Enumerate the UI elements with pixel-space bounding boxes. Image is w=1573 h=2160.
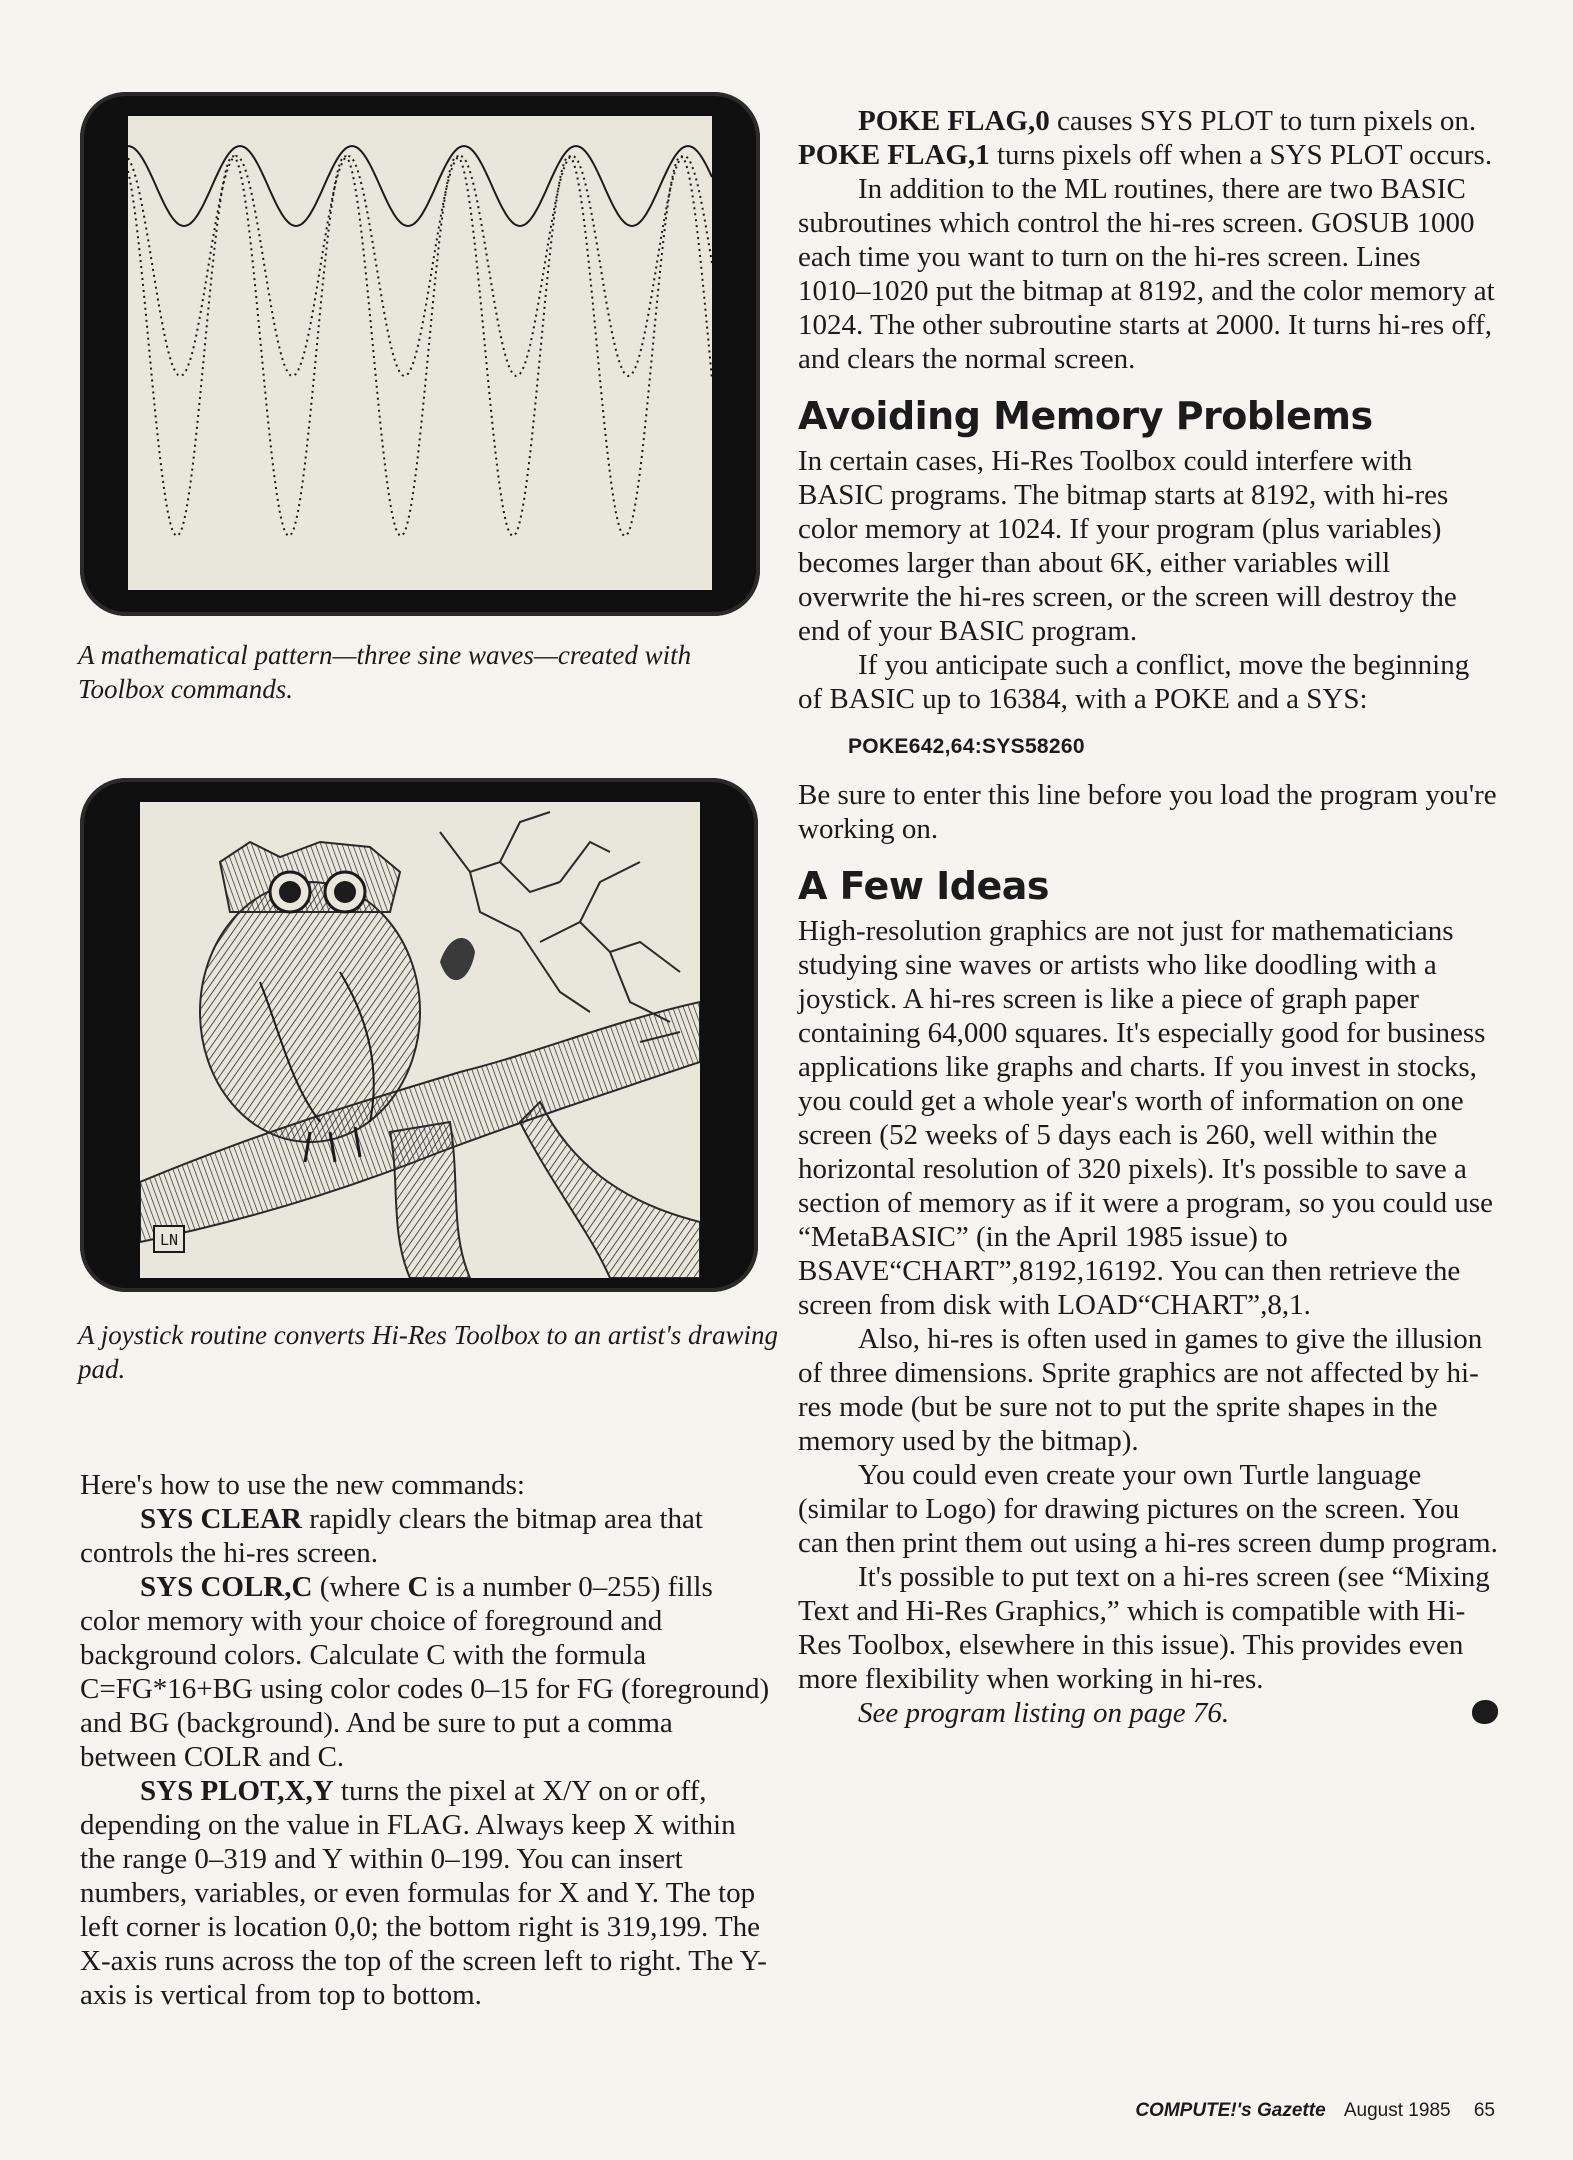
sine-wave-small — [128, 146, 712, 226]
ideas-paragraph-4: It's possible to put text on a hi-res screen (see “Mixing Text and Hi-Res Graphics,” which is compatible with Hi-Res Toolbox, elsewhere in this issue). This provides even more flexibility when working in hi-res. — [798, 1561, 1490, 1695]
owl-head — [220, 842, 400, 912]
listing-reference: See program listing on page 76. — [858, 1697, 1230, 1729]
sys-colr-description: is a number 0–255) fills color memory with your choice of foreground and background colors. Calculate C with the formula C=FG*16+BG using color codes 0–15 for FG (foreground) and BG (background). And be sure to put a comma between COLR and C. — [80, 1571, 770, 1773]
owl-drawing-image — [140, 802, 700, 1278]
tree-branches — [440, 812, 680, 1042]
ideas-paragraph-1: High-resolution graphics are not just for mathematicians studying sine waves or artists who like doodling with a joystick. A hi-res screen is like a piece of graph paper containing 64,000 squares. It's especially good for business applications like graphs and charts. If you invest in stocks, you could get a whole year's worth of information on one screen (52 weeks of 5 days each is 260, well within the horizontal resolution of 320 pixels). It's possible to save a section of memory as if it were a program, so you could use “MetaBASIC” (in the April 1985 issue) to BSAVE“CHART”,8192,16192. You can then retrieve the screen from disk with LOAD“CHART”,8,1. — [798, 915, 1494, 1321]
sine-wave-plot — [128, 116, 712, 590]
sys-colr-var: C — [407, 1571, 429, 1603]
sine-wave-screen — [80, 92, 760, 616]
figure-2-caption: A joystick routine converts Hi-Res Toolbox to an artist's drawing pad. — [78, 1320, 778, 1384]
owl-drawing — [140, 802, 700, 1278]
right-branch — [520, 1102, 700, 1278]
left-column-text — [80, 1468, 770, 2012]
sys-colr-command: SYS COLR,C — [140, 1571, 313, 1603]
right-column-text — [798, 104, 1543, 1730]
basic-subroutines-paragraph: In addition to the ML routines, there are two BASIC subroutines which control the hi-res screen. GOSUB 1000 each time you want to turn on the hi-res screen. Lines 1010–1020 put the bitmap at 8192, and the color memory at 1024. The other subroutine starts at 2000. It turns hi-res off, and clears the normal screen. — [798, 173, 1495, 375]
sine-wave-large — [128, 156, 712, 536]
memory-paragraph-2: If you anticipate such a conflict, move the beginning of BASIC up to 16384, with a POKE and a SYS: — [798, 649, 1470, 715]
sys-colr-pre: (where — [312, 1571, 408, 1603]
sine-wave-medium — [128, 156, 712, 376]
sine-wave-image — [128, 116, 712, 590]
publication-name: COMPUTE!'s Gazette — [1135, 2100, 1326, 2121]
figure-1-caption: A mathematical pattern—three sine waves—created with Toolbox commands. — [78, 640, 692, 704]
poke-flag-0-description: causes SYS PLOT to turn pixels on. — [1049, 105, 1477, 137]
commands-intro: Here's how to use the new commands: — [80, 1469, 525, 1501]
owl-pupil-left — [279, 881, 301, 903]
poke-flag-1-command: POKE FLAG,1 — [798, 139, 990, 171]
branch-knot — [440, 938, 475, 980]
poke-flag-0-command: POKE FLAG,0 — [858, 105, 1050, 137]
sys-clear-description: rapidly clears the bitmap area that controls the hi-res screen. — [80, 1503, 703, 1569]
code-line: POKE642,64:SYS58260 — [848, 735, 1085, 758]
gazette-end-mark-icon: G — [1472, 1700, 1498, 1724]
issue-date: August 1985 — [1343, 2100, 1451, 2121]
ideas-paragraph-2: Also, hi-res is often used in games to give the illusion of three dimensions. Sprite graphics are not affected by hi-res mode (but be sure not to put the sprite shapes in the memory used by the bitmap). — [798, 1323, 1483, 1457]
memory-paragraph-1: In certain cases, Hi-Res Toolbox could interfere with BASIC programs. The bitmap starts at 8192, with hi-res color memory at 1024. If your program (plus variables) becomes larger than about 6K, either variables will overwrite the hi-res screen, or the screen will destroy the end of your BASIC program. — [798, 445, 1457, 647]
sys-clear-paragraph — [80, 1502, 770, 1570]
page-footer — [1135, 2100, 1495, 2122]
owl-drawing-screen — [80, 778, 758, 1292]
page-number: 65 — [1473, 2100, 1495, 2121]
memory-paragraph-3: Be sure to enter this line before you load the program you're working on. — [798, 779, 1497, 845]
owl-pupil-right — [334, 881, 356, 903]
sys-plot-command: SYS PLOT,X,Y — [140, 1775, 334, 1807]
heading-a-few-ideas: A Few Ideas — [798, 864, 1050, 908]
artist-signature: LN — [159, 1231, 179, 1249]
sys-plot-paragraph — [80, 1774, 770, 2012]
sys-clear-command: SYS CLEAR — [140, 1503, 302, 1535]
flag-paragraph — [798, 104, 1498, 172]
sys-plot-description: turns the pixel at X/Y on or off, depending on the value in FLAG. Always keep X within the range 0–319 and Y within 0–199. You can insert numbers, variables, or even formulas for X and Y. The top left corner is location 0,0; the bottom right is 319,199. The X-axis runs across the top of the screen left to right. The Y-axis is vertical from top to bottom. — [80, 1775, 767, 2011]
heading-avoiding-memory-problems: Avoiding Memory Problems — [798, 394, 1373, 438]
sys-colr-paragraph — [80, 1570, 770, 1774]
ideas-paragraph-3: You could even create your own Turtle language (similar to Logo) for drawing pictures on the screen. You can then print them out using a hi-res screen dump program. — [798, 1459, 1498, 1559]
owl-body — [200, 882, 420, 1142]
poke-flag-1-description: turns pixels off when a SYS PLOT occurs. — [989, 139, 1493, 171]
listing-reference-line — [798, 1696, 1543, 1730]
